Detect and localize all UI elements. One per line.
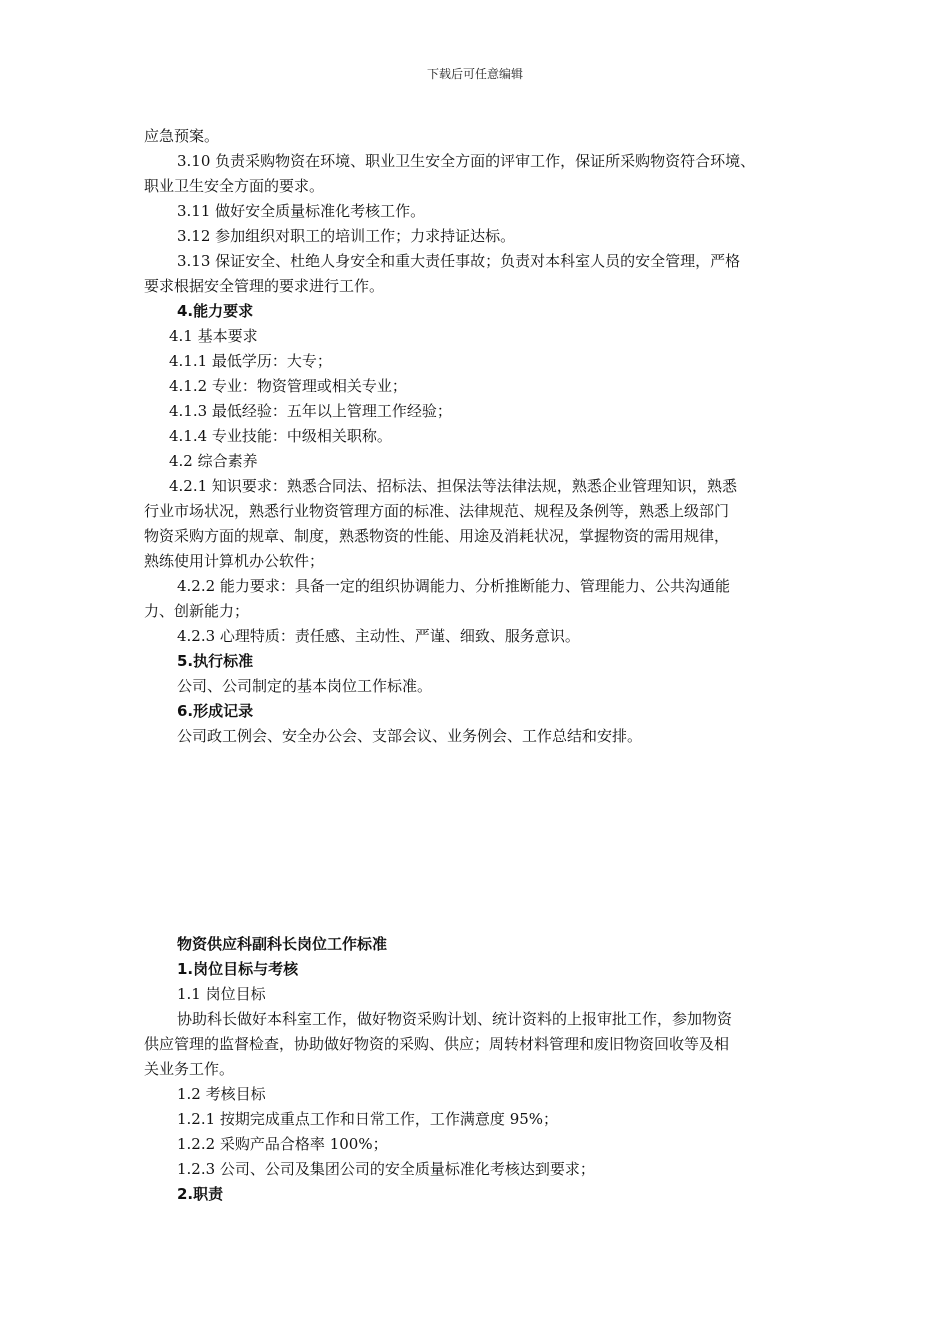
text-line: 1.2 考核目标 — [177, 1085, 266, 1103]
text-line: 4.2.1 知识要求：熟悉合同法、招标法、担保法等法律法规，熟悉企业管理知识，熟悉 — [169, 477, 737, 495]
text-line: 协助科长做好本科室工作，做好物资采购计划、统计资料的上报审批工作，参加物资 — [177, 1010, 733, 1028]
section-heading: 5.执行标准 — [177, 652, 254, 670]
text-line: 1.1 岗位目标 — [177, 985, 266, 1003]
text-line: 关业务工作。 — [144, 1060, 235, 1078]
text-line: 1.2.3 公司、公司及集团公司的安全质量标准化考核达到要求； — [177, 1160, 595, 1178]
text-line: 4.1 基本要求 — [169, 327, 258, 345]
section-heading: 4.能力要求 — [177, 302, 254, 320]
text-line: 要求根据安全管理的要求进行工作。 — [144, 277, 385, 295]
text-line: 1.2.2 采购产品合格率 100%； — [177, 1135, 388, 1153]
text-line: 3.10 负责采购物资在环境、职业卫生安全方面的评审工作，保证所采购物资符合环境、 — [177, 152, 756, 170]
text-line: 行业市场状况，熟悉行业物资管理方面的标准、法律规范、规程及条例等，熟悉上级部门 — [144, 502, 730, 520]
section-heading: 6.形成记录 — [177, 702, 254, 720]
text-line: 4.1.3 最低经验：五年以上管理工作经验； — [169, 402, 452, 420]
text-line: 4.1.1 最低学历：大专； — [169, 352, 332, 370]
text-line: 职业卫生安全方面的要求。 — [144, 177, 325, 195]
text-line: 物资采购方面的规章、制度，熟悉物资的性能、用途及消耗状况，掌握物资的需用规律， — [144, 527, 730, 545]
section-heading: 物资供应科副科长岗位工作标准 — [177, 935, 388, 953]
text-line: 公司、公司制定的基本岗位工作标准。 — [177, 677, 433, 695]
text-line: 3.13 保证安全、杜绝人身安全和重大责任事故；负责对本科室人员的安全管理，严格 — [177, 252, 741, 270]
text-line: 4.1.4 专业技能：中级相关职称。 — [169, 427, 392, 445]
text-line: 4.2 综合素养 — [169, 452, 258, 470]
page-gap — [144, 749, 814, 932]
text-line: 3.12 参加组织对职工的培训工作；力求持证达标。 — [177, 227, 516, 245]
text-line: 应急预案。 — [144, 127, 220, 145]
text-line: 3.11 做好安全质量标准化考核工作。 — [177, 202, 426, 220]
text-line: 4.1.2 专业：物资管理或相关专业； — [169, 377, 407, 395]
text-line: 供应管理的监督检查，协助做好物资的采购、供应；周转材料管理和废旧物资回收等及相 — [144, 1035, 730, 1053]
text-line: 熟练使用计算机办公软件； — [144, 552, 325, 570]
section-responsibilities-and-requirements — [144, 124, 814, 749]
text-line: 力、创新能力； — [144, 602, 250, 620]
document-body — [144, 124, 814, 1207]
text-line: 1.2.1 按期完成重点工作和日常工作，工作满意度 95%； — [177, 1110, 559, 1128]
text-line: 4.2.2 能力要求：具备一定的组织协调能力、分析推断能力、管理能力、公共沟通能 — [177, 577, 730, 595]
text-line: 4.2.3 心理特质：责任感、主动性、严谨、细致、服务意识。 — [177, 627, 580, 645]
text-line: 公司政工例会、安全办公会、支部会议、业务例会、工作总结和安排。 — [177, 727, 643, 745]
section-deputy-chief-standard — [144, 932, 814, 1207]
section-heading: 1.岗位目标与考核 — [177, 960, 299, 978]
section-heading: 2.职责 — [177, 1185, 224, 1203]
page-header: 下载后可任意编辑 — [426, 67, 523, 81]
